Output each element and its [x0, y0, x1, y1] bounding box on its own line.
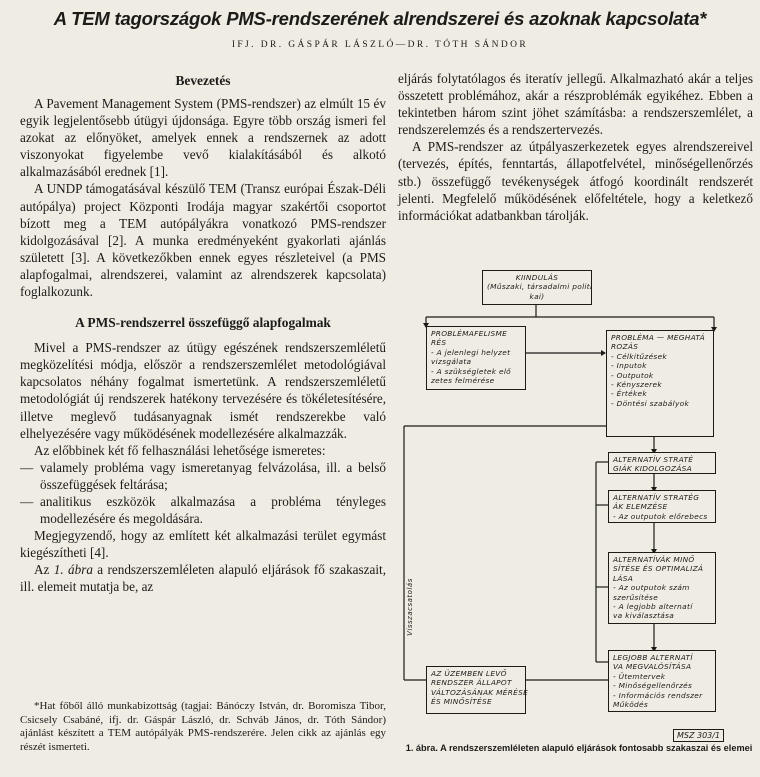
best-line-5: - Információs rendszer — [613, 690, 703, 700]
problem-line-6: zetes felmérése — [431, 376, 495, 386]
flowchart-figure — [396, 262, 760, 744]
feedback-vertical-label — [398, 514, 422, 699]
list-item-1 — [20, 459, 386, 493]
alt-opt-line-7: va kiválasztása — [613, 611, 675, 621]
start-line-2: (Műszaki, társadalmi politi — [487, 282, 593, 292]
problem-line-2: RÉS — [431, 338, 447, 348]
intro-paragraph-1: A Pavement Management System (PMS-rendszer) az elmúlt 15 év egyik legjelentősebb útügyi újdonsága. Egyre több ország ismeri fel azokat az előnyöket, amelyek ennek a rendszernek az adott viszonyokat figyelembe vevő kialakításából és alkotó alkalmazásából erednek [1]. — [20, 96, 386, 180]
article-authors: IFJ. DR. GÁSPÁR LÁSZLÓ—DR. TÓTH SÁNDOR — [231, 40, 529, 50]
def-line-7: - Értékek — [611, 389, 647, 399]
best-line-6: Működés — [613, 700, 649, 710]
alt-opt-line-6: - A legjobb alternatí — [613, 602, 693, 612]
column-2-paragraph-1: eljárás folytatólagos és iteratív jellegű. Alkalmazható akár a teljes összetett problémához, akár a részproblémák egyikéhez. Ebben a tekintetben három szint jöhet számításba: a rendszerszemlélet, a rendszerelemzés és a rendszertervezés. — [398, 71, 753, 138]
column-2 — [398, 70, 753, 224]
def-line-4: - Inputok — [611, 361, 647, 371]
def-line-3: - Célkitűzések — [611, 351, 667, 361]
alt-opt-line-2: SÍTÉSE ÉS OPTIMALIZÁ — [613, 564, 704, 574]
section-heading-basic-concepts: A PMS-rendszerrel összefüggő alapfogalmak — [75, 315, 331, 331]
feedback-line-3: VÁLTOZÁSÁNAK MÉRÉSE — [431, 687, 529, 697]
alt-opt-line-3: LÁSA — [613, 573, 634, 583]
figure-ref: 1. ábra — [53, 562, 93, 578]
def-line-1: PROBLÉMA — MEGHATÁ — [611, 333, 705, 342]
feedback-line-1: AZ ÜZEMBEN LEVŐ — [431, 669, 507, 678]
start-line-1: KIINDULÁS — [515, 273, 559, 282]
footnote-text: *Hat főből álló munkabizottság (tagjai: Bánóczy István, dr. Boromisza Tibor, Csicsely Csabáné, ifj. dr. Gáspár László, dr. Schváb János, dr. Tóth Sándor) ajánlást készített a TEM autópályák PMS-rendszerére. Jelen cikk az ajánlás egy részét ismerteti. — [20, 700, 386, 753]
standard-stamp: MSZ 303/1 — [673, 729, 724, 742]
list-dash: — — [20, 493, 34, 509]
best-line-1: LEGJOBB ALTERNATÍ — [613, 653, 693, 662]
flowchart-problem-definition-box — [606, 330, 714, 437]
alt-opt-line-1: ALTERNATÍVÁK MINŐ — [613, 555, 695, 564]
footnote — [20, 700, 386, 754]
def-line-2: ROZÁS — [611, 342, 639, 352]
concepts-paragraph-4 — [20, 561, 386, 595]
problem-line-3: - A jelenlegi helyzet — [431, 347, 511, 357]
flowchart-feedback-measurement-box — [426, 666, 529, 714]
feedback-line-2: RENDSZER ÁLLAPOT — [431, 678, 512, 688]
def-line-6: - Kényszerek — [611, 380, 662, 390]
concepts-paragraph-2: Az előbbinek két fő felhasználási lehetősége ismeretes: — [34, 442, 326, 458]
alt-dev-line-2: GIÁK KIDOLGOZÁSA — [613, 464, 693, 474]
def-line-5: - Outputok — [611, 370, 654, 380]
feedback-line-4: ÉS MINŐSÍTÉSE — [431, 697, 492, 707]
flowchart-start-box — [482, 270, 592, 305]
list-item-2-text: analitikus eszközök alkalmazása a probléma tényleges modellezésére és megoldására. — [40, 493, 386, 527]
figure-ref-tail: a rendszerszemléleten alapuló eljárások fő szakaszait, ill. elemeit mutatja be, az — [20, 562, 386, 595]
alt-dev-line-1: ALTERNATÍV STRATÉ — [613, 455, 694, 464]
flowchart-alternative-development-box — [608, 452, 716, 474]
problem-line-1: PROBLÉMAFELISME — [431, 329, 508, 338]
article-title: A TEM tagországok PMS-rendszerének alrendszerei és azoknak kapcsolata* — [53, 8, 707, 29]
flowchart-alternative-analysis-box — [608, 490, 716, 523]
list-dash: — — [20, 459, 34, 475]
flowchart-problem-recognition-box — [426, 326, 526, 390]
list-item-1-text: valamely probléma vagy ismeretanyag felvázolása, ill. a belső összefüggések feltárása; — [40, 459, 386, 492]
concepts-paragraph-3: Megjegyzendő, hogy az említett két alkalmazási terület egymást kiegészítheti [4]. — [20, 528, 386, 561]
best-line-4: - Minőségellenőrzés — [613, 681, 693, 691]
intro-paragraph-2: A UNDP támogatásával készülő TEM (Transz európai Észak-Déli autópálya) project Központi Irodája magyar szakértői csoportot bízott meg a TEM autópályákra vonatkozó PMS-rendszer kidolgozásával [2]. A munka eredményeként gyakorlati ajánlás született [3]. A következőkben ennek egyes részleteivel (a PMS alapfogalmai, alrendszerei, valamint az alrendszerek kapcsolata) foglalkozunk. — [20, 181, 386, 300]
best-line-3: - Ütemtervek — [613, 671, 666, 681]
best-line-2: VA MEGVALÓSÍTÁSA — [613, 662, 692, 672]
column-1 — [20, 72, 386, 596]
def-line-8: - Döntési szabályok — [611, 398, 690, 408]
problem-line-5: - A szükségletek elő — [431, 366, 511, 376]
alt-eval-line-1: ALTERNATÍV STRATÉG — [613, 493, 700, 502]
flowchart-best-alternative-box — [608, 650, 716, 712]
section-heading-introduction: Bevezetés — [175, 73, 231, 88]
figure-caption: 1. ábra. A rendszerszemléleten alapuló eljárások fontosabb szakaszai és elemei — [405, 743, 753, 753]
problem-line-4: vizsgálata — [431, 357, 472, 367]
alt-eval-line-2: ÁK ELEMZÉSE — [613, 502, 668, 512]
alt-eval-line-3: - Az outputok előrebecs — [613, 511, 708, 521]
figure-ref-lead: Az — [34, 562, 54, 578]
alt-opt-line-4: - Az outputok szám — [613, 583, 690, 593]
alt-opt-line-5: szerűsítése — [613, 592, 659, 602]
feedback-vertical-text: Visszacsatolás — [406, 577, 414, 636]
concepts-paragraph-1: Mivel a PMS-rendszer az útügy egészének rendszerszemléletű megközelítési módja, először a rendszerszemlélet metodológiával kapcsolatos néhány fogalmat ismertetünk. A rendszerszemléletű metodológiát új rendszerek hatékony tervezésére és tökéletesítésére, illetve meglevő tudásanyagnak ismét rendszerekbe való elhelyezésére vagy működésének modellezésére alkalmazzák. — [20, 340, 386, 441]
start-line-3: kai) — [529, 291, 545, 301]
flowchart-alternative-optimization-box — [608, 552, 716, 624]
list-item-2 — [20, 493, 386, 527]
column-2-paragraph-2: A PMS-rendszer az útpályaszerkezetek egyes alrendszereivel (tervezés, építés, fenntartás, állapotfelvétel, minőségellenőrzés stb.) összefüggő tevékenységek átfogó koordinált rendszerét jelenti. Megfelelő működésének előfeltétele, hogy a keletkező információkat adatbankban tárolják. — [398, 139, 753, 223]
